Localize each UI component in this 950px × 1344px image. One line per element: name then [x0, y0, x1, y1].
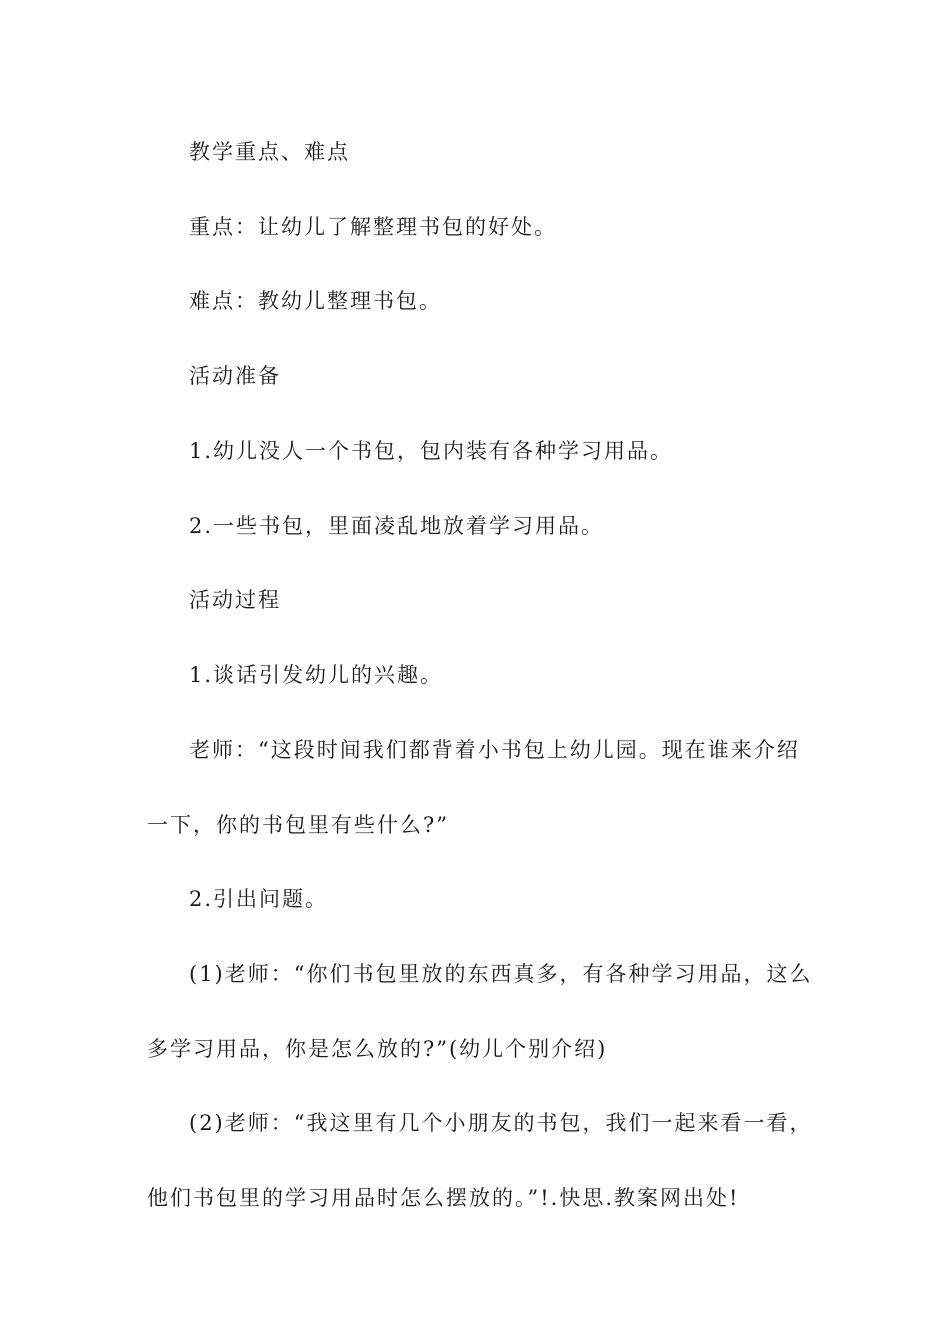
list-item: 2.一些书包，里面凌乱地放着学习用品。	[189, 514, 605, 538]
list-item: 2.引出问题。	[189, 887, 329, 911]
paragraph-continuation: 他们书包里的学习用品时怎么摆放的。”!.快思.教案网出处!	[147, 1186, 740, 1210]
paragraph: (2)老师：“我这里有几个小朋友的书包，我们一起来看一看，	[189, 1111, 813, 1135]
paragraph: (1)老师：“你们书包里放的东西真多，有各种学习用品，这么	[189, 962, 813, 986]
section-heading: 活动准备	[189, 364, 281, 388]
paragraph: 难点：教幼儿整理书包。	[189, 289, 442, 313]
paragraph-continuation: 多学习用品，你是怎么放的?”(幼儿个别介绍)	[147, 1037, 608, 1061]
section-heading: 活动过程	[189, 588, 281, 612]
paragraph: 重点：让幼儿了解整理书包的好处。	[189, 215, 557, 239]
section-heading: 教学重点、难点	[189, 140, 350, 164]
list-item: 1.幼儿没人一个书包，包内装有各种学习用品。	[189, 439, 674, 463]
list-item: 1.谈话引发幼儿的兴趣。	[189, 663, 444, 687]
paragraph-continuation: 一下，你的书包里有些什么?”	[147, 813, 449, 837]
paragraph: 老师：“这段时间我们都背着小书包上幼儿园。现在谁来介绍	[189, 738, 800, 762]
